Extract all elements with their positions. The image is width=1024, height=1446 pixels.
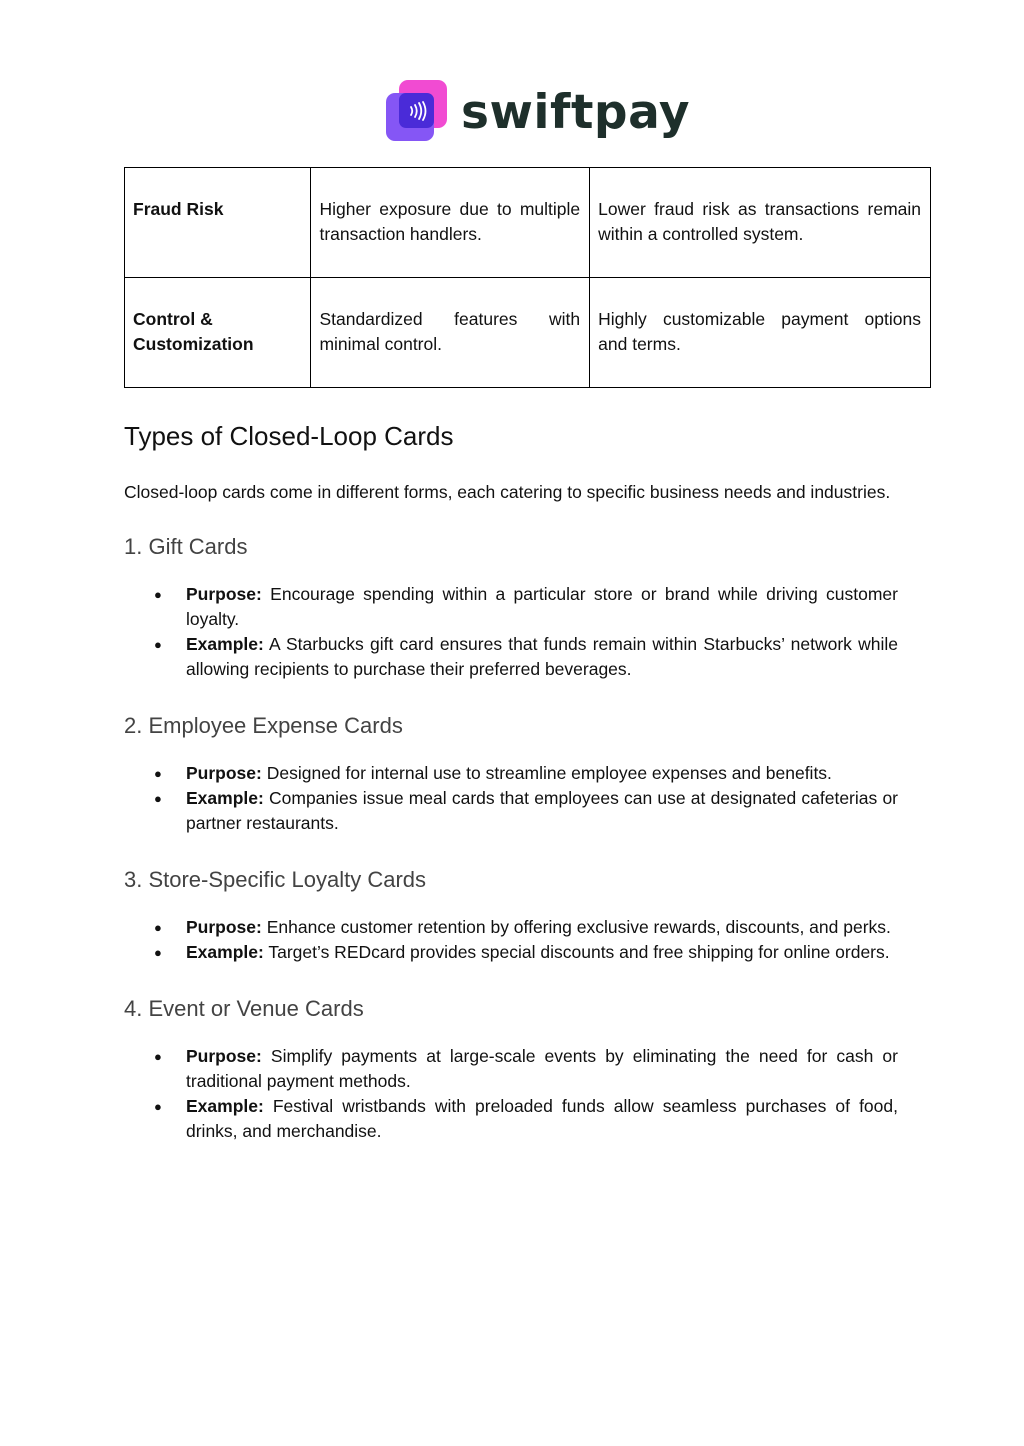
brand-wordmark: swiftpay [461, 84, 690, 140]
bullet-icon: ● [154, 637, 162, 652]
list-item [124, 1094, 898, 1144]
table-row [125, 278, 931, 388]
purpose-text: Encourage spending within a particular store or brand while driving customer loyalty. [186, 584, 898, 629]
example-label: Example: [186, 788, 264, 808]
example-text: Target’s REDcard provides special discounts and free shipping for online orders. [263, 942, 890, 962]
section-title: Types of Closed-Loop Cards [124, 421, 454, 451]
list-item [124, 1044, 898, 1094]
list-item [124, 915, 898, 940]
purpose-label: Purpose: [186, 917, 262, 937]
list-item [124, 632, 898, 682]
table-row [125, 168, 931, 278]
example-text: Companies issue meal cards that employees can use at designated cafeterias or partner restaurants. [186, 788, 898, 833]
table-cell-label: Control & Customization [125, 278, 311, 388]
type-heading: 4. Event or Venue Cards [124, 996, 364, 1021]
purpose-text: Enhance customer retention by offering exclusive rewards, discounts, and perks. [261, 917, 891, 937]
bullet-icon: ● [154, 587, 162, 602]
list-item [124, 940, 898, 965]
table-cell-open-loop: Standardized features with minimal control. [311, 278, 590, 388]
bullet-icon: ● [154, 791, 162, 806]
type-list [124, 915, 898, 965]
type-heading: 1. Gift Cards [124, 534, 248, 559]
list-item [124, 761, 898, 786]
example-label: Example: [186, 634, 264, 654]
bullet-icon: ● [154, 1049, 162, 1064]
type-list [124, 582, 898, 682]
document-body [124, 417, 898, 1144]
purpose-text: Simplify payments at large-scale events by eliminating the need for cash or traditional payment methods. [186, 1046, 898, 1091]
type-heading: 2. Employee Expense Cards [124, 713, 403, 738]
purpose-label: Purpose: [186, 763, 262, 783]
table-cell-closed-loop: Highly customizable payment options and terms. [590, 278, 931, 388]
comparison-table [124, 167, 931, 388]
table-cell-closed-loop: Lower fraud risk as transactions remain within a controlled system. [590, 168, 931, 278]
example-text: Festival wristbands with preloaded funds allow seamless purchases of food, drinks, and merchandise. [186, 1096, 898, 1141]
contactless-payment-icon [385, 80, 449, 144]
bullet-icon: ● [154, 945, 162, 960]
example-text: A Starbucks gift card ensures that funds remain within Starbucks’ network while allowing recipients to purchase their preferred beverages. [186, 634, 898, 679]
list-item [124, 582, 898, 632]
bullet-icon: ● [154, 920, 162, 935]
purpose-text: Designed for internal use to streamline employee expenses and benefits. [261, 763, 832, 783]
purpose-label: Purpose: [186, 584, 262, 604]
bullet-icon: ● [154, 1099, 162, 1114]
example-label: Example: [186, 1096, 264, 1116]
type-heading: 3. Store-Specific Loyalty Cards [124, 867, 427, 892]
section-intro: Closed-loop cards come in different forms, each catering to specific business needs and industries. [124, 482, 891, 502]
example-label: Example: [186, 942, 264, 962]
purpose-label: Purpose: [186, 1046, 262, 1066]
type-list [124, 1044, 898, 1144]
bullet-icon: ● [154, 766, 162, 781]
table-cell-label: Fraud Risk [125, 168, 311, 278]
swiftpay-logo [385, 80, 690, 144]
table-cell-open-loop: Higher exposure due to multiple transaction handlers. [311, 168, 590, 278]
list-item [124, 786, 898, 836]
type-list [124, 761, 898, 836]
